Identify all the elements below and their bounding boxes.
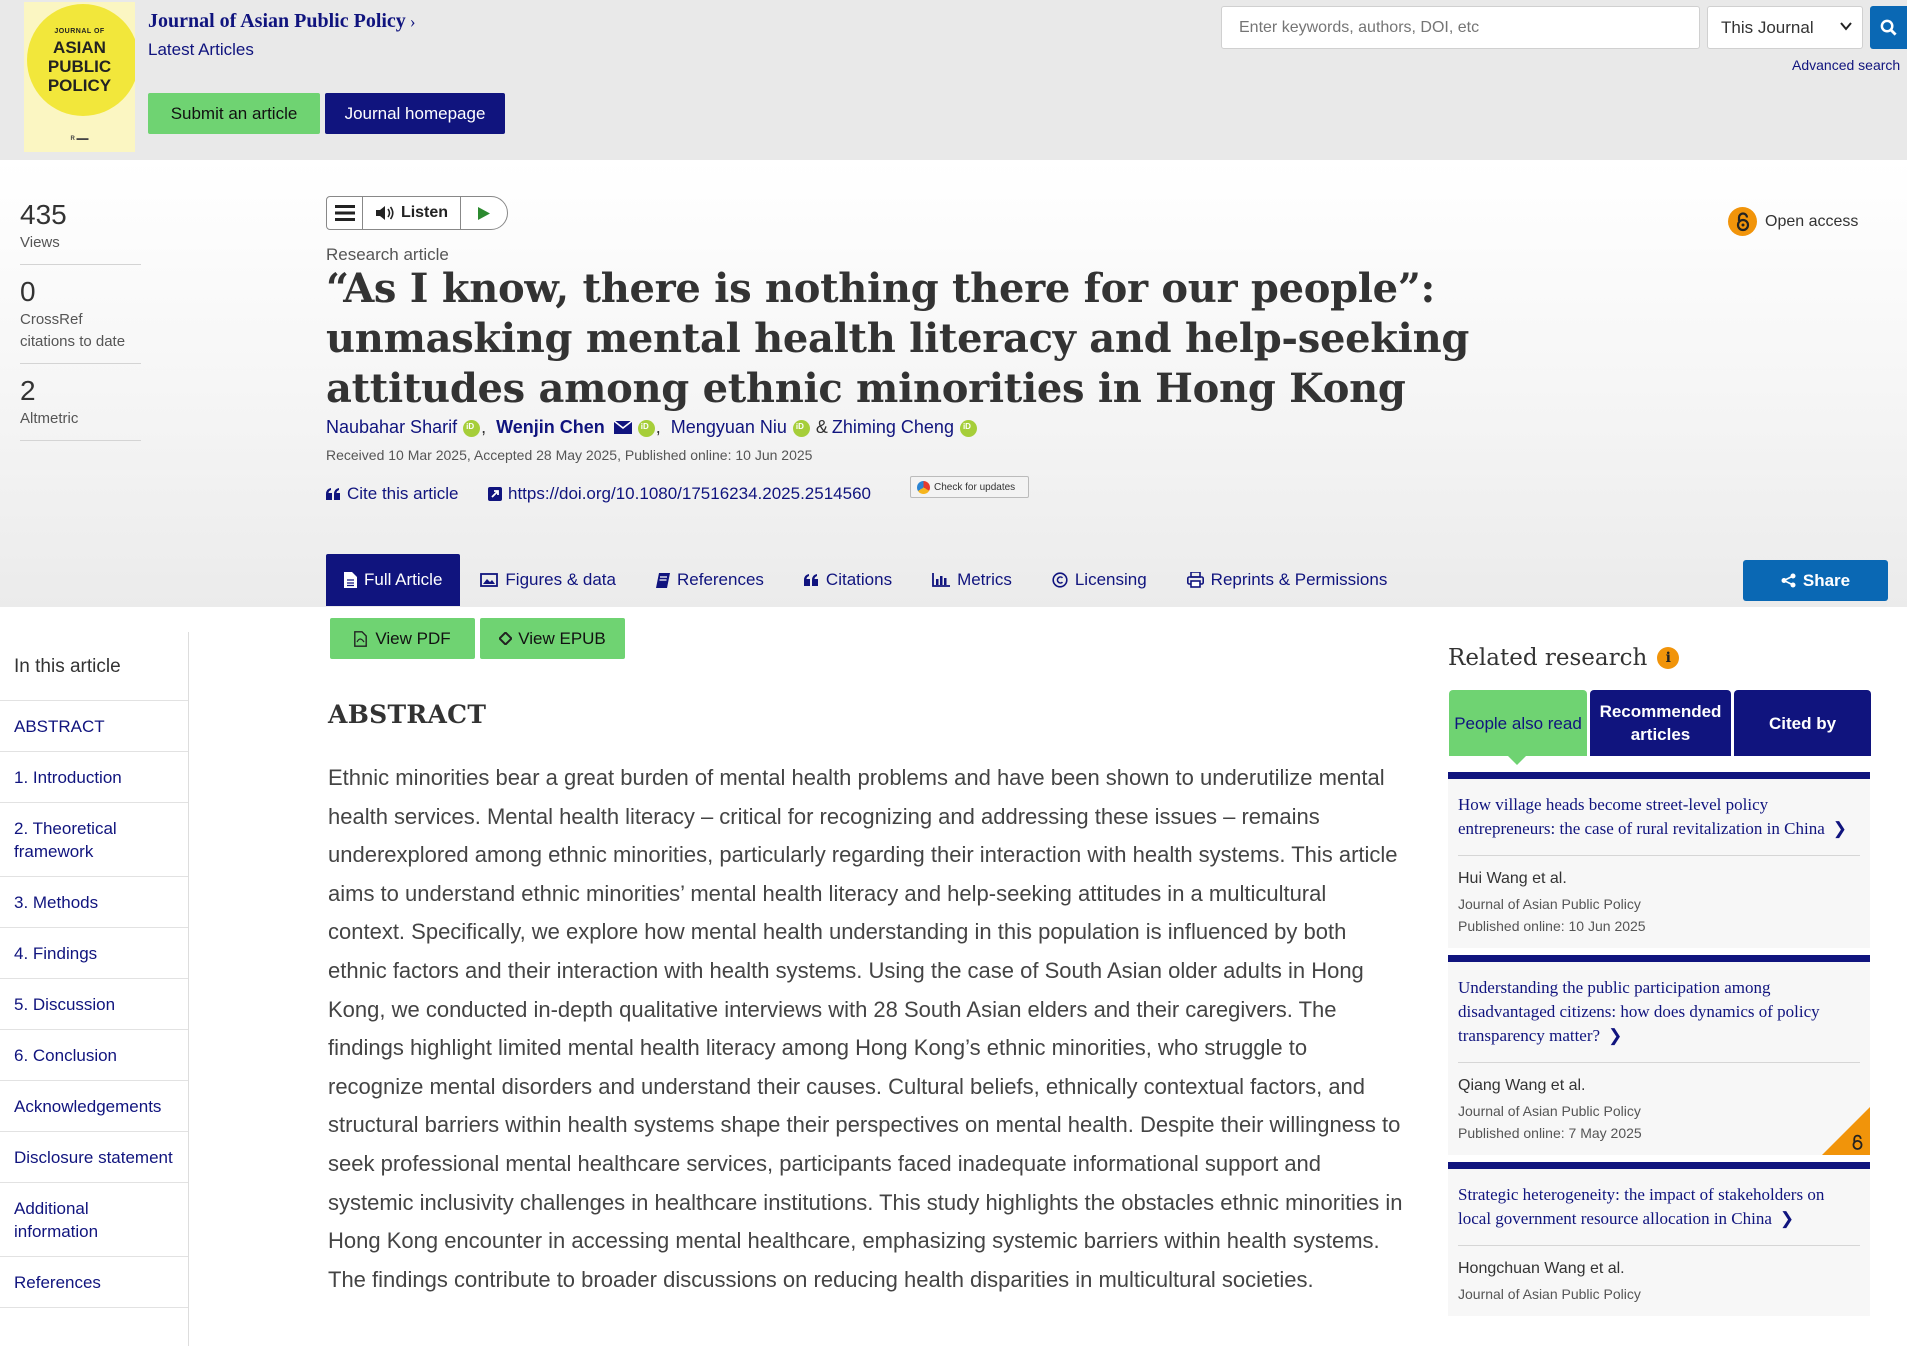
submit-article-button[interactable]: Submit an article xyxy=(148,93,320,134)
search-button[interactable] xyxy=(1870,6,1907,49)
publication-dates: Received 10 Mar 2025, Accepted 28 May 2025, Published online: 10 Jun 2025 xyxy=(326,447,813,463)
author-link[interactable]: Zhiming Cheng xyxy=(831,417,954,437)
metric-label: Views xyxy=(20,234,60,251)
cover-title: ASIAN PUBLIC POLICY xyxy=(47,38,112,95)
tab-metrics[interactable]: Metrics xyxy=(912,554,1032,606)
chevron-right-icon: ❯ xyxy=(1779,1209,1795,1228)
doi-link[interactable]: https://doi.org/10.1080/17516234.2025.2514560 xyxy=(488,484,871,504)
chevron-right-icon: › xyxy=(409,12,416,31)
article-title: “As I know, there is nothing there for our people”: unmasking mental health literacy and help-seeking attitudes among ethnic minorities in Hong Kong xyxy=(326,265,1470,412)
metric-value: 2 xyxy=(20,375,36,406)
tab-reprints-permissions[interactable]: Reprints & Permissions xyxy=(1167,554,1408,606)
external-link-icon xyxy=(488,487,502,501)
author-link[interactable]: Wenjin Chen xyxy=(496,417,605,437)
related-article-card xyxy=(1448,1162,1870,1316)
orcid-icon[interactable] xyxy=(960,420,977,437)
related-article-title[interactable]: Strategic heterogeneity: the impact of stakeholders on local government resource allocation in China ❯ xyxy=(1458,1183,1860,1246)
toc-item[interactable]: References xyxy=(0,1257,188,1308)
latest-articles-link[interactable]: Latest Articles xyxy=(148,40,254,59)
related-article-card xyxy=(1448,955,1870,1155)
publisher-logo: R ▬▬ xyxy=(70,136,89,142)
orcid-icon[interactable] xyxy=(463,420,480,437)
related-article-date: Published online: 7 May 2025 xyxy=(1458,1125,1642,1141)
toc-item[interactable]: 2. Theoretical framework xyxy=(0,803,188,877)
file-icon xyxy=(344,572,357,588)
cite-article-link[interactable]: Cite this article xyxy=(326,484,458,504)
toc-item[interactable]: 3. Methods xyxy=(0,877,188,928)
abstract-heading: ABSTRACT xyxy=(328,700,487,729)
print-icon xyxy=(1187,572,1204,588)
related-research-tabs xyxy=(1449,690,1869,756)
quote-icon xyxy=(804,574,819,586)
open-access-icon xyxy=(1728,207,1757,236)
author-link[interactable]: Naubahar Sharif xyxy=(326,417,458,437)
related-article-authors: Hui Wang et al. xyxy=(1458,870,1567,887)
related-research-list xyxy=(1448,772,1870,1323)
metric-altmetric[interactable] xyxy=(20,374,141,441)
article-toc xyxy=(0,632,189,1346)
chevron-right-icon: ❯ xyxy=(1608,1026,1623,1045)
toc-item[interactable]: 1. Introduction xyxy=(0,752,188,803)
toc-item[interactable]: Additional information xyxy=(0,1183,188,1257)
toc-item[interactable]: Disclosure statement xyxy=(0,1132,188,1183)
pdf-icon xyxy=(354,631,367,647)
search-icon xyxy=(1880,19,1897,36)
play-icon xyxy=(477,206,491,221)
metric-crossref[interactable] xyxy=(20,275,141,364)
toc-list xyxy=(0,700,188,1308)
open-access-icon xyxy=(1851,1134,1864,1151)
article-type: Research article xyxy=(326,245,449,264)
abstract-text: Ethnic minorities bear a great burden of mental health problems and have been shown to underutilize mental health services. Mental health literacy – critical for recognizing and addressing these issues – remains underexplored among ethnic minorities, particularly regarding their interaction with health systems. This article aims to understand ethnic minorities’ mental health literacy and help-seeking attitudes in a multicultural context. Specifically, we explore how mental health understanding in this population is influenced by both ethnic factors and their interaction with health systems. Using the case of South Asian older adults in Hong Kong, we conducted in-depth qualitative interviews with 28 South Asian elders and their caregivers. The findings highlight limited mental health literacy among Hong Kong’s ethnic minorities, who struggle to recognize mental disorders and understand their causes. Cultural beliefs, ethnically contextual factors, and structural barriers within health systems shape their perspectives on mental health. Despite their willingness to seek professional mental healthcare services, participants faced inadequate informational support and systemic inclusivity challenges in healthcare institutions. This study highlights the obstacles ethnic minorities in Hong Kong encounter in accessing mental healthcare, emphasizing systemic barriers within health systems. The findings contribute to broader discussions on reducing health disparities in multicultural societies. xyxy=(328,765,1403,1292)
orcid-icon[interactable] xyxy=(638,420,655,437)
metric-value: 435 xyxy=(20,199,67,230)
search-input[interactable] xyxy=(1221,6,1700,49)
chevron-right-icon: ❯ xyxy=(1832,819,1848,838)
menu-icon xyxy=(335,205,355,221)
tab-cited-by[interactable]: Cited by xyxy=(1734,690,1871,756)
article-tabs xyxy=(326,554,1407,606)
book-icon xyxy=(656,573,670,588)
tab-people-also-read[interactable]: People also read xyxy=(1449,690,1587,756)
speaker-icon xyxy=(375,205,395,221)
email-icon[interactable] xyxy=(614,421,632,434)
tab-references[interactable]: References xyxy=(636,554,784,606)
player-menu-button[interactable] xyxy=(327,197,363,229)
related-article-journal: Journal of Asian Public Policy xyxy=(1458,1286,1641,1302)
info-icon[interactable]: i xyxy=(1657,647,1679,669)
listen-button[interactable]: Listen xyxy=(363,197,461,229)
orcid-icon[interactable] xyxy=(793,420,810,437)
toc-item[interactable]: 5. Discussion xyxy=(0,979,188,1030)
metric-value: 0 xyxy=(20,276,36,307)
article-metrics xyxy=(20,198,141,451)
quote-icon xyxy=(326,488,341,500)
author-list: Naubahar Sharif iD , Wenjin Chen iD , Mengyuan Niu iD & Zhiming Cheng iD xyxy=(326,417,977,438)
related-article-title[interactable]: How village heads become street-level policy entrepreneurs: the case of rural revitalization in China ❯ xyxy=(1458,793,1860,856)
toc-item[interactable]: 4. Findings xyxy=(0,928,188,979)
toc-heading: In this article xyxy=(14,656,121,677)
toc-item[interactable]: ABSTRACT xyxy=(0,700,188,752)
cover-line-1: JOURNAL OF xyxy=(54,28,105,35)
check-for-updates-button[interactable]: Check for updates xyxy=(910,476,1029,498)
epub-icon xyxy=(499,632,512,645)
related-article-authors: Qiang Wang et al. xyxy=(1458,1077,1586,1094)
open-access-badge: Open access xyxy=(1728,207,1858,236)
tab-figures-data[interactable]: Figures & data xyxy=(460,554,636,606)
journal-cover[interactable] xyxy=(24,2,135,152)
image-icon xyxy=(480,573,498,587)
search-scope-select[interactable]: This Journal xyxy=(1707,6,1863,49)
tab-recommended-articles[interactable]: Recommended articles xyxy=(1590,690,1731,756)
toc-item[interactable]: Acknowledgements xyxy=(0,1081,188,1132)
advanced-search-link[interactable]: Advanced search xyxy=(1792,57,1901,73)
author-link[interactable]: Mengyuan Niu xyxy=(670,417,787,437)
view-pdf-button[interactable]: View PDF xyxy=(330,618,475,659)
bar-chart-icon xyxy=(932,573,950,587)
related-article-card xyxy=(1448,772,1870,948)
metric-views[interactable] xyxy=(20,198,141,265)
crossmark-icon xyxy=(917,481,930,494)
related-article-title[interactable]: Understanding the public participation among disadvantaged citizens: how does dynamics of policy transparency matter? ❯ xyxy=(1458,976,1860,1063)
metric-label: CrossRef citations to date xyxy=(20,311,126,350)
related-article-authors: Hongchuan Wang et al. xyxy=(1458,1260,1625,1277)
share-button[interactable]: Share xyxy=(1743,560,1888,601)
text-to-speech-player xyxy=(326,196,508,230)
site-header xyxy=(0,0,1907,160)
copyright-icon xyxy=(1052,572,1068,588)
toc-item[interactable]: 6. Conclusion xyxy=(0,1030,188,1081)
active-tab-pointer xyxy=(1507,755,1527,765)
tab-licensing[interactable]: Licensing xyxy=(1032,554,1167,606)
journal-homepage-button[interactable]: Journal homepage xyxy=(325,93,505,134)
related-article-date: Published online: 10 Jun 2025 xyxy=(1458,918,1646,934)
view-epub-button[interactable]: View EPUB xyxy=(480,618,625,659)
chevron-down-icon xyxy=(1840,19,1852,35)
share-icon xyxy=(1781,573,1796,588)
tab-citations[interactable]: Citations xyxy=(784,554,912,606)
related-article-journal: Journal of Asian Public Policy xyxy=(1458,896,1641,912)
journal-title-link[interactable]: Journal of Asian Public Policy › xyxy=(148,10,416,32)
metric-label: Altmetric xyxy=(20,410,79,427)
play-button[interactable] xyxy=(461,197,507,229)
related-research-heading: Related research i xyxy=(1448,645,1679,671)
tab-full-article[interactable]: Full Article xyxy=(326,554,460,606)
related-article-journal: Journal of Asian Public Policy xyxy=(1458,1103,1641,1119)
